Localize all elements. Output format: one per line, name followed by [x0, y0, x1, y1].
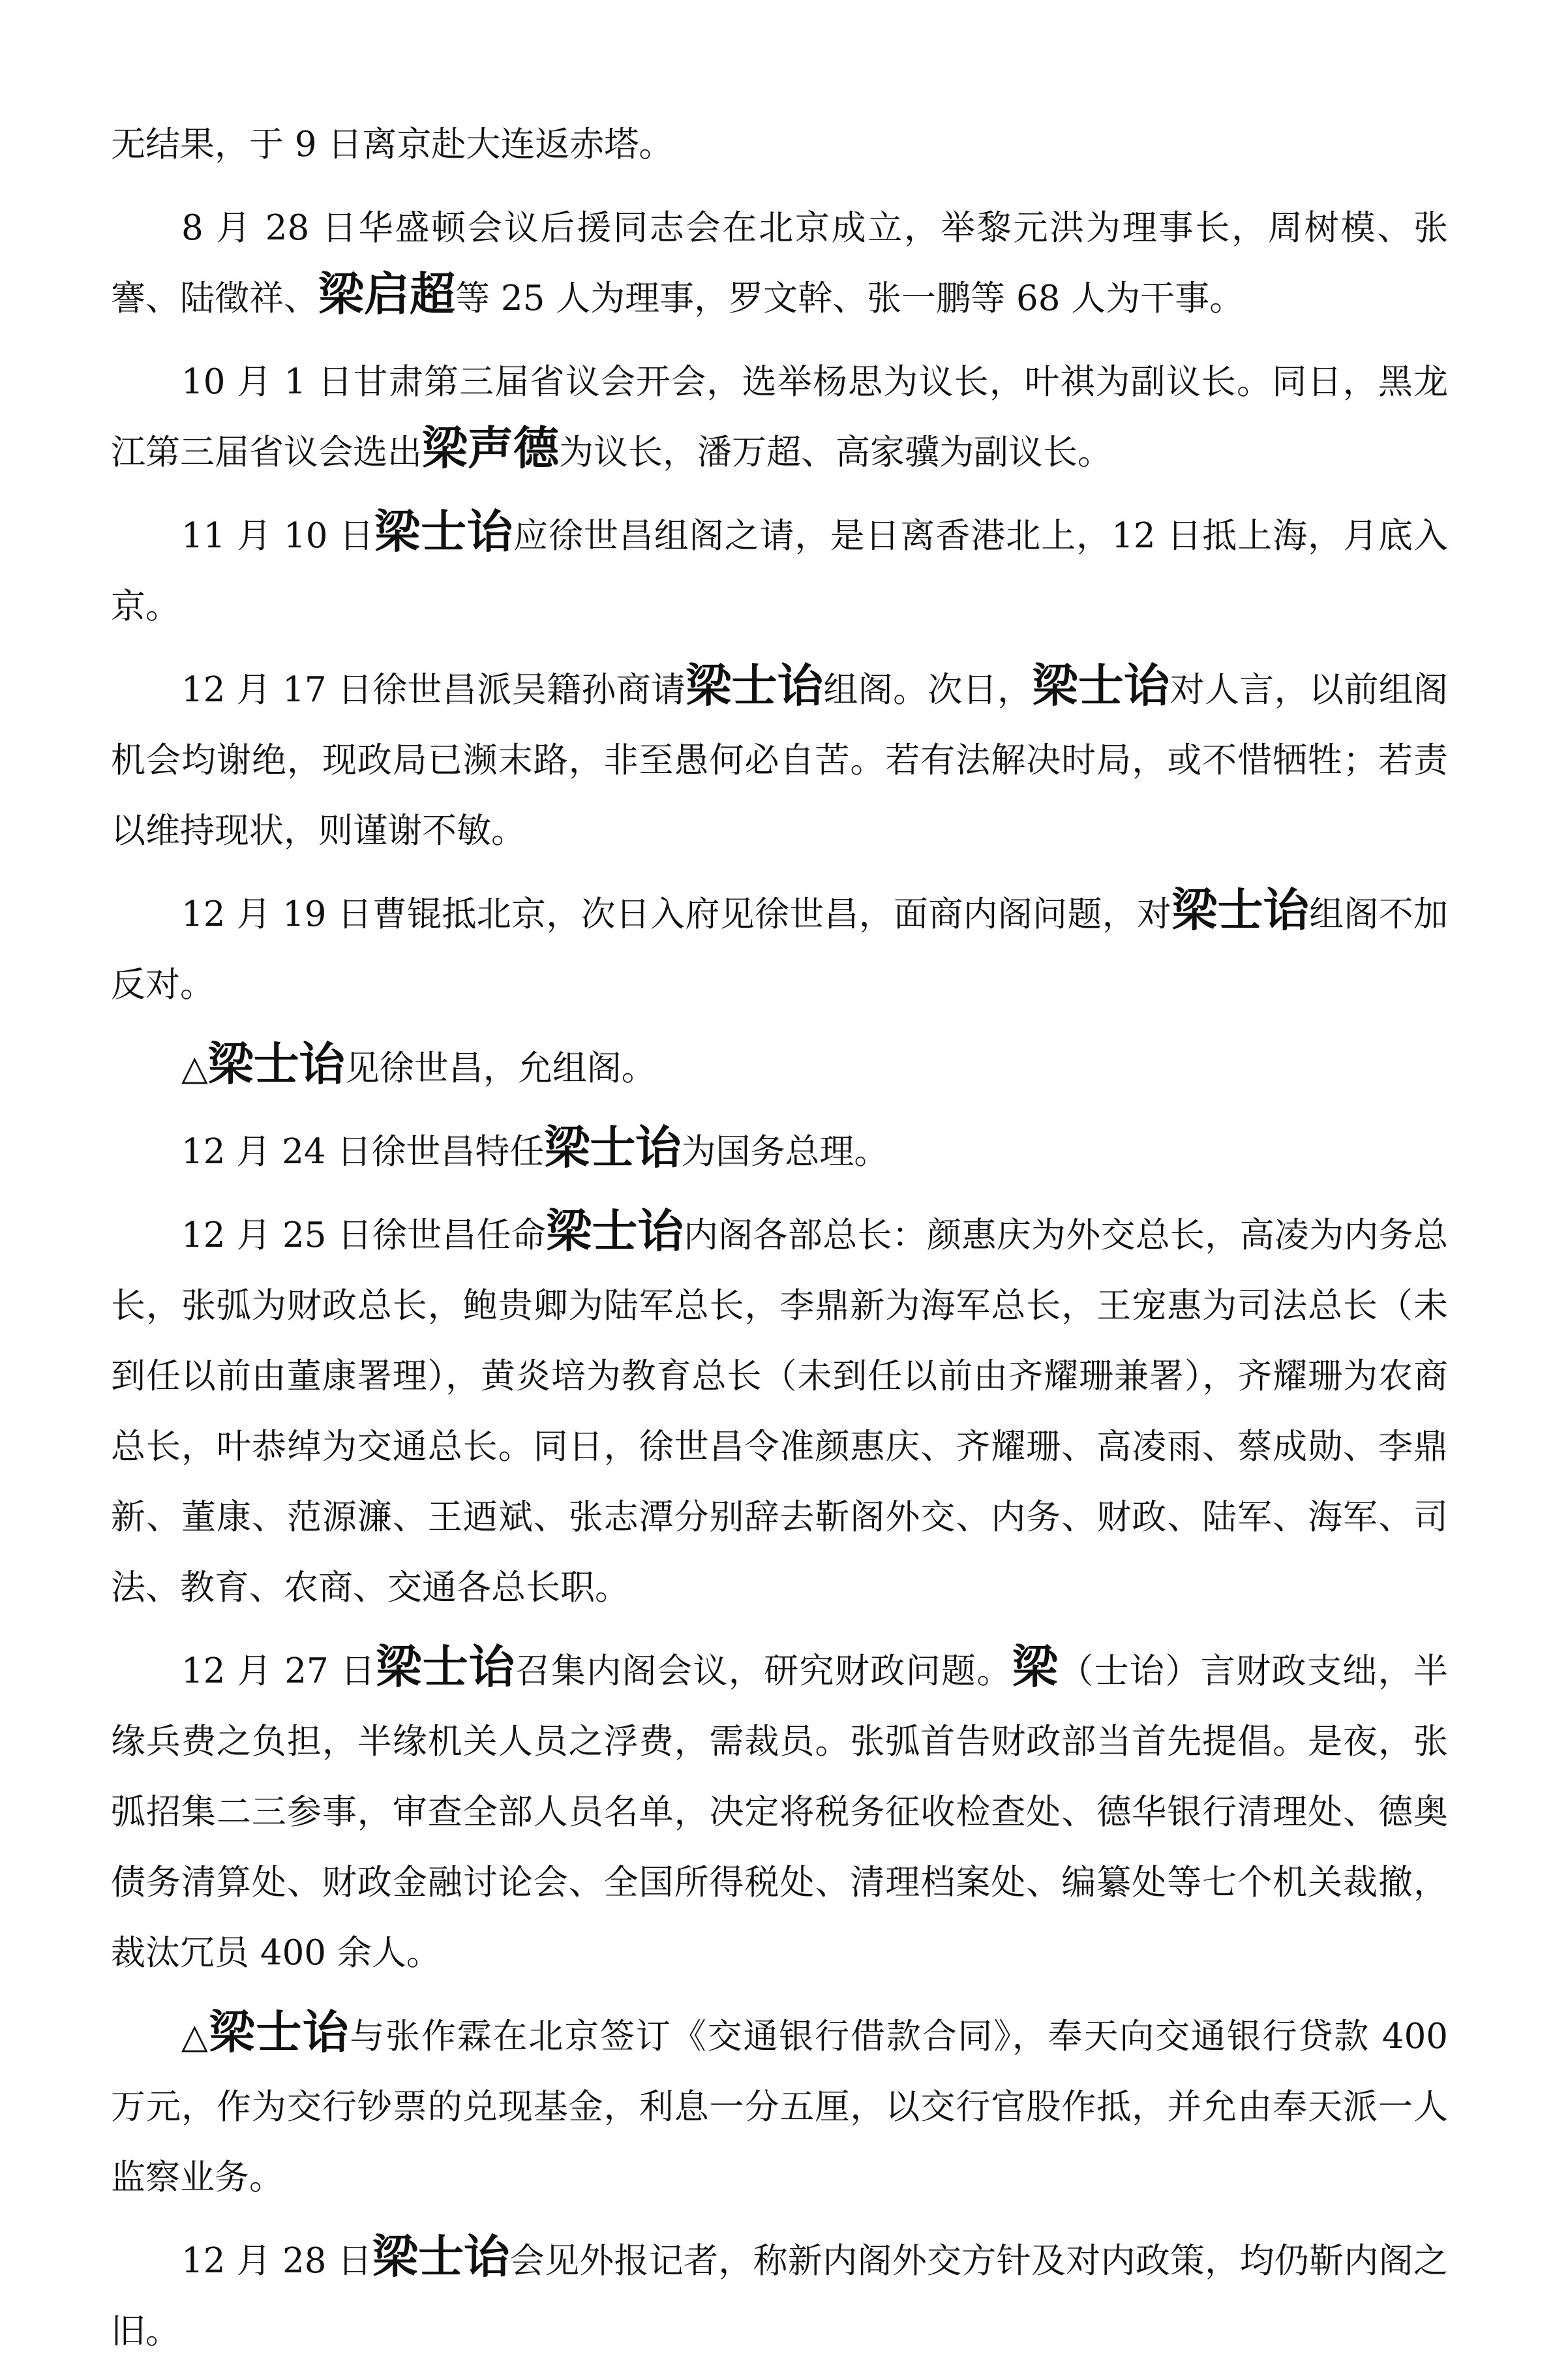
paragraph: [111, 501, 1448, 642]
paragraph: [111, 1200, 1448, 1623]
emphasized-name: 梁士诒: [1171, 883, 1310, 937]
text-run: 为议长，潘万超、高家骥为副议长。: [559, 433, 1112, 472]
paragraph: [111, 2002, 1448, 2213]
text-run: 为国务总理。: [681, 1132, 889, 1172]
paragraph: [111, 193, 1448, 334]
emphasized-name: 梁士诒: [374, 504, 514, 558]
paragraph: [111, 1636, 1448, 1989]
paragraph: [111, 1033, 1448, 1104]
text-run: （士诒）言财政支绌，半缘兵费之负担，半缘机关人员之浮费，需裁员。张弧首告财政部当首先提倡。是夜，张弧招集二三参事，审查全部人员名单，决定将税务征收检查处、德华银行清理处、德奥债务清算处、财政金融讨论会、全国所得税处、清理档案处、编纂处等七个机关裁撤，裁汰冗员 400 余人。: [111, 1651, 1449, 1973]
paragraph: [111, 879, 1448, 1020]
emphasized-name: 梁士诒: [686, 658, 824, 712]
text-run: 12 月 28 日: [181, 2241, 372, 2281]
paragraph: [111, 655, 1448, 866]
text-run: 召集内阁会议，研究财政问题。: [515, 1651, 1012, 1691]
emphasized-name: 梁士诒: [207, 1037, 345, 1091]
text-run: 8 月 28 日华盛顿会议后援同志会在北京成立，举黎元洪为理事长，周树模、张謇、陆徵祥、: [111, 208, 1448, 318]
text-run: 10 月 1 日甘肃第三届省议会开会，选举杨思为议长，叶祺为副议长。同日，黑龙江第三届省议会选出: [111, 362, 1448, 472]
emphasized-name: 梁士诒: [544, 1120, 682, 1174]
text-run: 对人言，以前组阁机会均谢绝，现政局已濒末路，非至愚何必自苦。若有法解决时局，或不惜牺牲；若责以维持现状，则谨谢不敏。: [111, 670, 1449, 851]
text-run: 11 月 10 日: [181, 516, 375, 556]
emphasized-name: 梁士诒: [1032, 658, 1170, 712]
paragraph: [111, 347, 1448, 488]
emphasized-name: 梁士诒: [376, 1640, 516, 1694]
emphasized-name: 梁士诒: [209, 2005, 350, 2059]
text-run: 12 月 19 日曹锟抵北京，次日入府见徐世昌，面商内阁问题，对: [181, 894, 1172, 934]
text-run: 内阁各部总长：颜惠庆为外交总长，高凌为内务总长，张弧为财政总长，鲍贵卿为陆军总长，李鼎新为海军总长，王宠惠为司法总长（未到任以前由董康署理），黄炎培为教育总长（未到任以前由齐耀珊兼署），齐耀珊为农商总长，叶恭绰为交通总长。同日，徐世昌令准颜惠庆、齐耀珊、高凌雨、蔡成勋、李鼎新、董康、范源濂、王迺斌、张志潭分别辞去靳阁外交、内务、财政、陆军、海军、司法、教育、农商、交通各总长职。: [111, 1215, 1448, 1608]
text-run: 组阁。次日，: [823, 670, 1033, 710]
text-run: 应徐世昌组阁之请，是日离香港北上，12 日抵上海，月底入京。: [111, 516, 1448, 626]
text-run: 12 月 24 日徐世昌特任: [181, 1132, 545, 1172]
emphasized-name: 梁启超: [318, 267, 455, 321]
text-run: 见徐世昌，允组阁。: [344, 1048, 656, 1088]
text-run: 会见外报记者，称新内阁外交方针及对内政策，均仍靳内阁之旧。: [111, 2241, 1448, 2351]
paragraph: [111, 110, 1448, 180]
text-run: 组阁不加反对。: [111, 894, 1449, 1005]
emphasized-name: 梁: [1012, 1640, 1059, 1694]
text-run: 12 月 17 日徐世昌派吴籍孙商请: [181, 670, 686, 710]
text-run: △: [181, 2017, 209, 2056]
text-run: 12 月 25 日徐世昌任命: [181, 1215, 547, 1255]
text-run: △: [181, 1048, 208, 1088]
document-body: [111, 110, 1448, 2380]
emphasized-name: 梁士诒: [546, 1204, 684, 1258]
text-run: 等 25 人为理事，罗文幹、张一鹏等 68 人为干事。: [455, 279, 1244, 318]
emphasized-name: 梁士诒: [372, 2229, 510, 2283]
paragraph: [111, 1117, 1448, 1187]
text-run: 与张作霖在北京签订《交通银行借款合同》，奉天向交通银行贷款 400 万元，作为交行钞票的兑现基金，利息一分五厘，以交行官股作抵，并允由奉天派一人监察业务。: [111, 2017, 1449, 2197]
emphasized-name: 梁声德: [422, 421, 559, 475]
paragraph: [111, 2226, 1448, 2367]
text-run: 无结果，于 9 日离京赴大连返赤塔。: [111, 125, 674, 164]
text-run: 12 月 27 日: [181, 1651, 376, 1691]
